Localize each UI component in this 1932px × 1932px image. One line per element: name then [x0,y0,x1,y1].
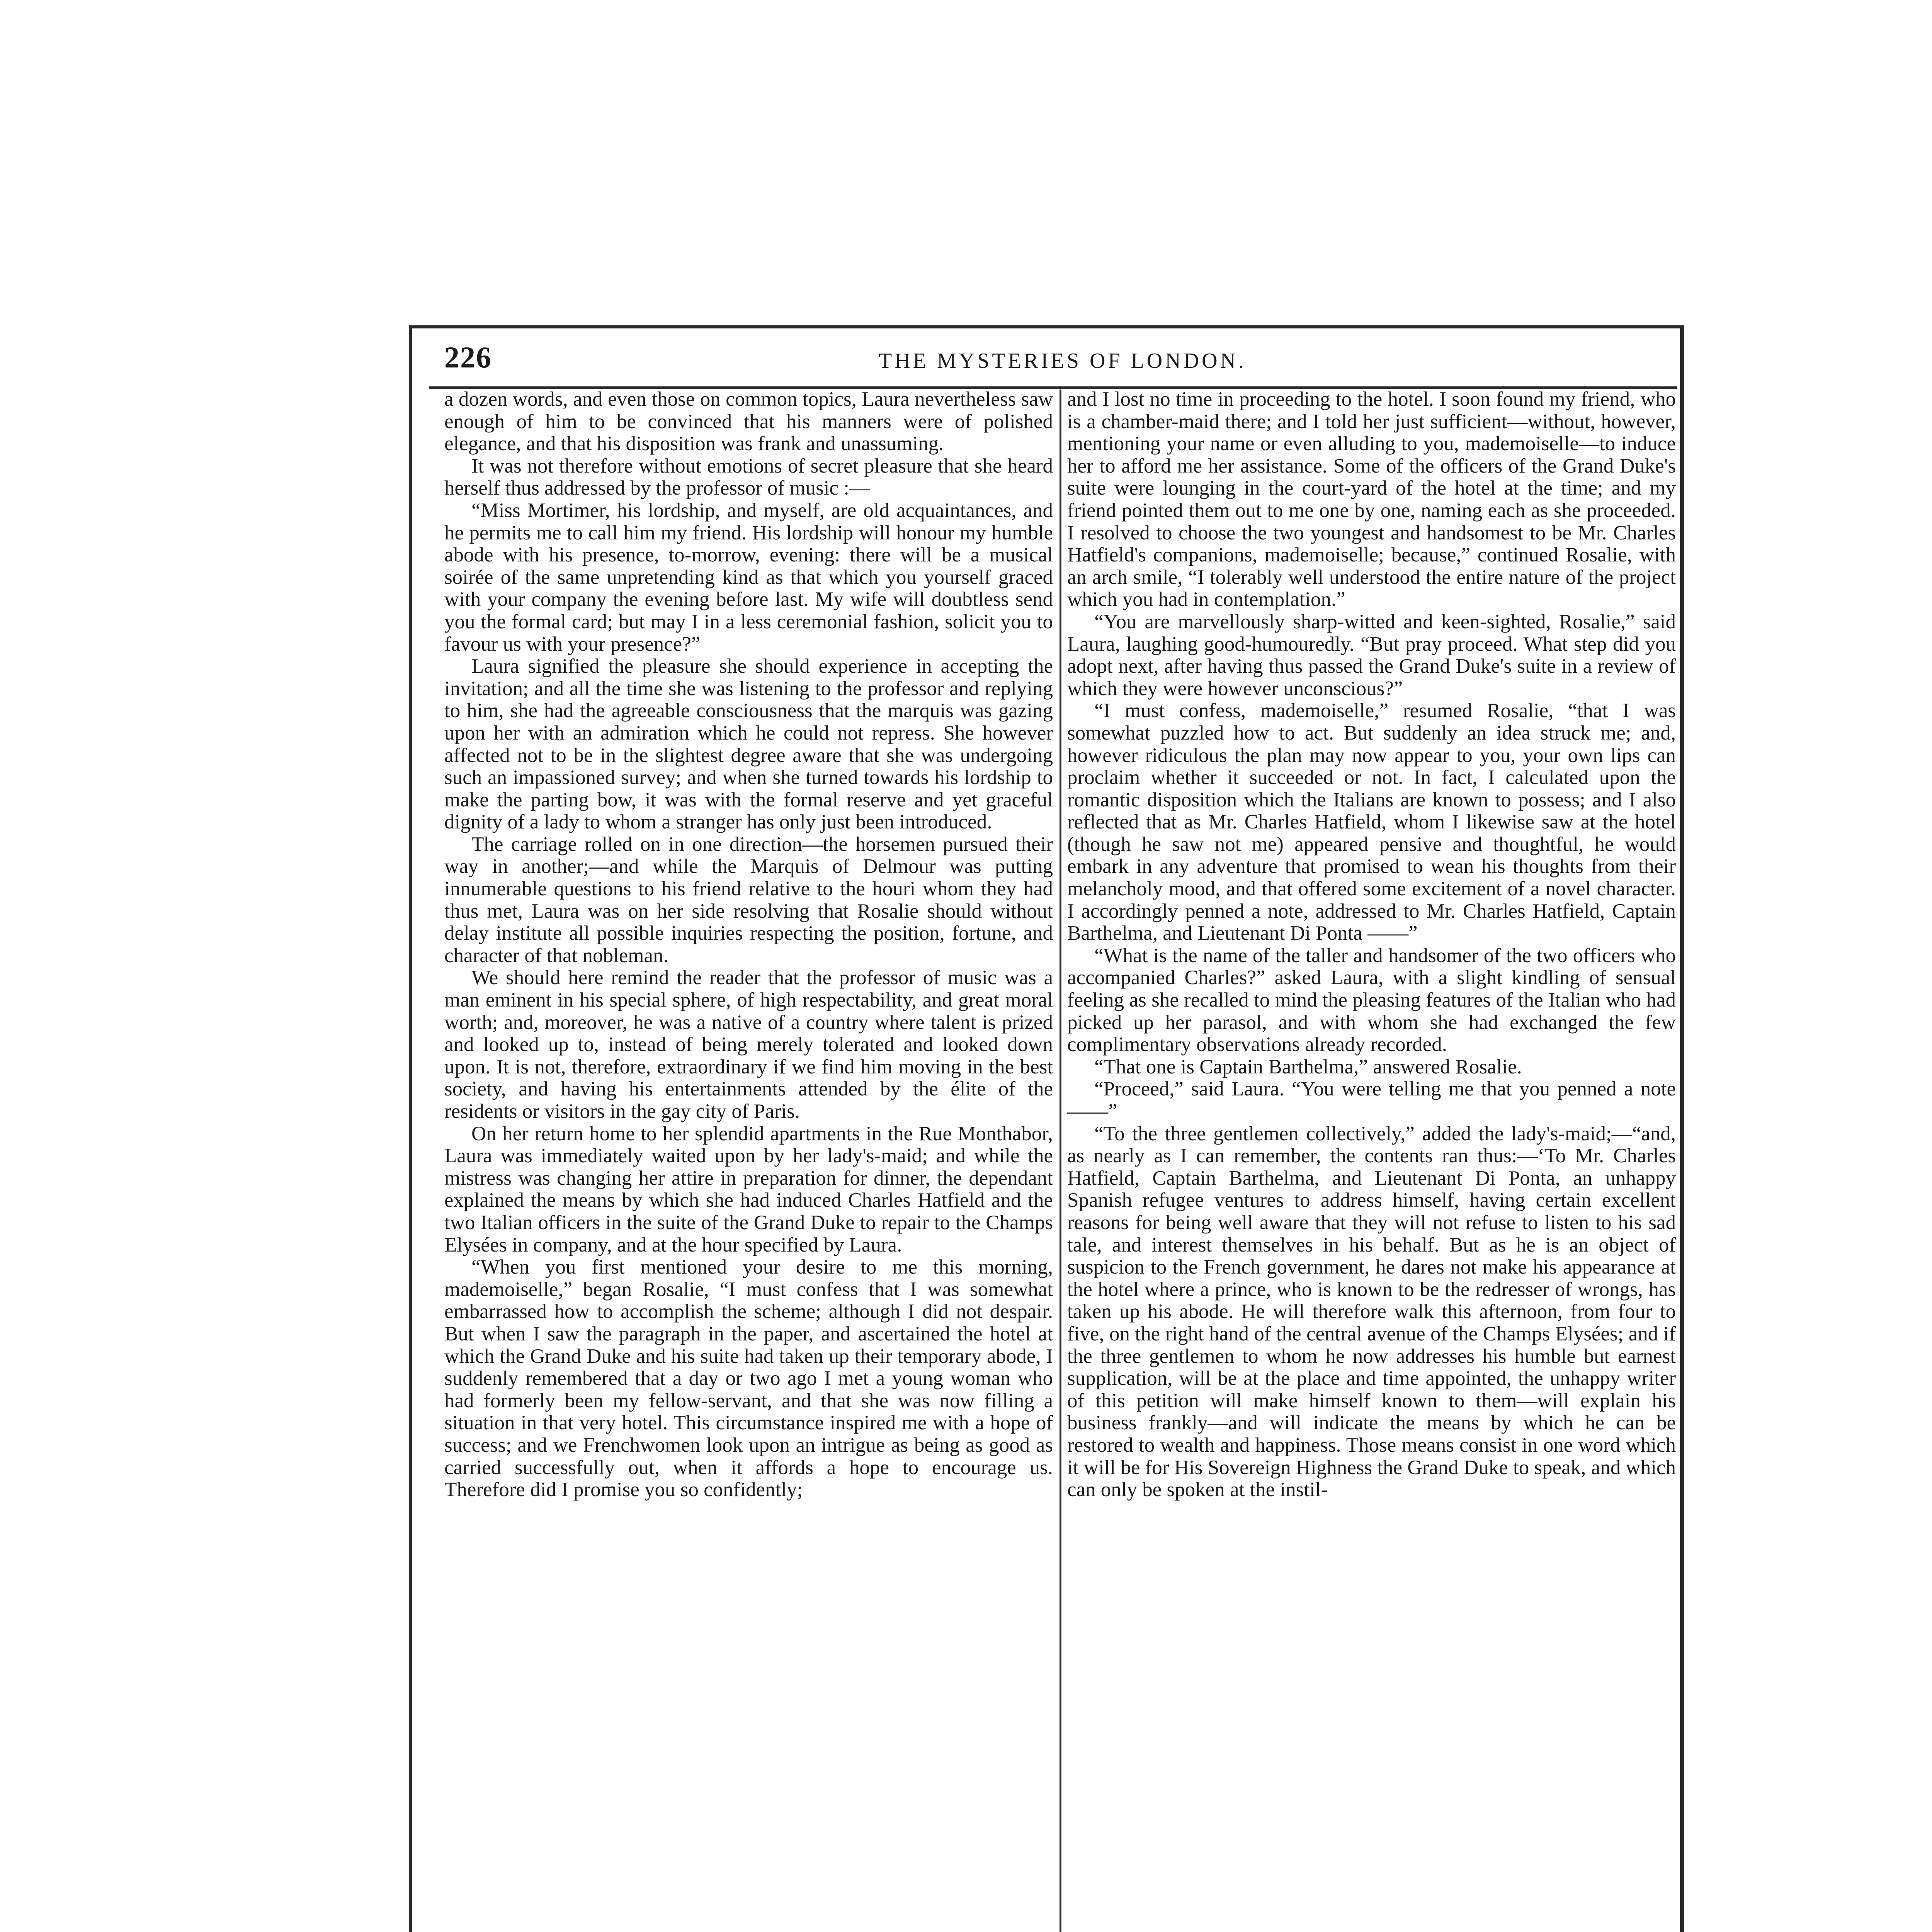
paragraph: a dozen words, and even those on common topics, Laura nevertheless saw enough of him to be convinced that his manners were of polished elegance, and that his disposition was frank and unassuming. [444,388,1053,455]
paragraph: “When you first mentioned your desire to me this morning, mademoiselle,” began Rosalie, “I must confess that I was somewhat embarrassed how to accomplish the scheme; although I did not despair. But when I saw the paragraph in the paper, and ascertained the hotel at which the Grand Duke and his suite had taken up their temporary abode, I suddenly remembered that a day or two ago I met a young woman who had formerly been my fellow-servant, and that she was now filling a situation in that very hotel. This circumstance inspired me with a hope of success; and we Frenchwomen look upon an intrigue as being as good as carried successfully out, when it affords a hope to encourage us. Therefore did I promise you so confidently; [444,1256,1053,1501]
paragraph: The carriage rolled on in one direction—the horsemen pursued their way in another;—and while the Marquis of Delmour was putting innumerable questions to his friend relative to the houri whom they had thus met, Laura was on her side resolving that Rosalie should without delay institute all possible inquiries respecting the position, fortune, and character of that nobleman. [444,833,1053,967]
paragraph: “I must confess, mademoiselle,” resumed Rosalie, “that I was somewhat puzzled how to act. But suddenly an idea struck me; and, however ridiculous the plan may now appear to you, your own lips can proclaim whether it succeeded or not. In fact, I calculated upon the romantic disposition which the Italians are known to possess; and I also reflected that as Mr. Charles Hatfield, whom I likewise saw at the hotel (though he saw not me) appeared pensive and thoughtful, he would embark in any adventure that promised to wean his thoughts from their melancholy mood, and that offered some excitement of a novel character. I accordingly penned a note, addressed to Mr. Charles Hatfield, Captain Barthelma, and Lieutenant Di Ponta ——” [1067,699,1676,945]
running-title: THE MYSTERIES OF LONDON. [879,349,1247,373]
right-column [1067,388,1676,1932]
paragraph: We should here remind the reader that the professor of music was a man eminent in his special sphere, of high respectability, and great moral worth; and, moreover, he was a native of a country where talent is prized and looked up to, instead of being merely tolerated and looked down upon. It is not, therefore, extraordinary if we find him moving in the best society, and having his entertainments attended by the élite of the residents or visitors in the gay city of Paris. [444,966,1053,1122]
paragraph: “To the three gentlemen collectively,” added the lady's-maid;—“and, as nearly as I can remember, the contents ran thus:—‘To Mr. Charles Hatfield, Captain Barthelma, and Lieutenant Di Ponta, an unhappy Spanish refugee ventures to address himself, having certain excellent reasons for being well aware that they will not refuse to listen to his sad tale, and interest themselves in his behalf. But as he is an object of suspicion to the French government, he dares not make his appearance at the hotel where a prince, who is known to be the redresser of wrongs, has taken up his abode. He will therefore walk this afternoon, from four to five, on the right hand of the central avenue of the Champs Elysées; and if the three gentlemen to whom he now addresses his humble but earnest supplication, will be at the place and time appointed, the unhappy writer of this petition will make himself known to them—will explain his business frankly—and will indicate the means by which he can be restored to wealth and happiness. Those means consist in one word which it will be for His Sovereign Highness the Grand Duke to speak, and which can only be spoken at the instil- [1067,1122,1676,1501]
paragraph: “What is the name of the taller and handsomer of the two officers who accompanied Charles?” asked Laura, with a slight kindling of sensual feeling as she recalled to mind the pleasing features of the Italian who had picked up her parasol, and with whom she had exchanged the few complimentary observations already recorded. [1067,944,1676,1056]
left-column [444,388,1053,1932]
paragraph: “That one is Captain Barthelma,” answered Rosalie. [1094,1055,1522,1078]
column-divider [1060,389,1061,1932]
page-header [444,340,1681,383]
paragraph: “Miss Mortimer, his lordship, and myself, are old acquaintances, and he permits me to call him my friend. His lordship will honour my humble abode with his presence, to-morrow, evening: there will be a musical soirée of the same unpretending kind as that which you yourself graced with your company the evening before last. My wife will doubtless send you the formal card; but may I in a less ceremonial fashion, solicit you to favour us with your presence?” [444,499,1053,655]
paragraph: and I lost no time in proceeding to the hotel. I soon found my friend, who is a chamber-maid there; and I told her just sufficient—without, however, mentioning your name or even alluding to you, mademoiselle—to induce her to afford me her assistance. Some of the officers of the Grand Duke's suite were lounging in the court-yard of the hotel at the time; and my friend pointed them out to me one by one, naming each as she proceeded. I resolved to choose the two youngest and handsomest to be Mr. Charles Hatfield's companions, mademoiselle; because,” continued Rosalie, with an arch smile, “I tolerably well understood the entire nature of the project which you had in contemplation.” [1067,388,1676,611]
page-number: 226 [444,340,492,374]
paragraph: “You are marvellously sharp-witted and keen-sighted, Rosalie,” said Laura, laughing good-humouredly. “But pray proceed. What step did you adopt next, after having thus passed the Grand Duke's suite in a review of which they were however unconscious?” [1067,610,1676,700]
paragraph: “Proceed,” said Laura. “You were telling me that you penned a note ——” [1067,1078,1676,1122]
paragraph: It was not therefore without emotions of secret pleasure that she heard herself thus addressed by the professor of music :— [444,454,1053,500]
paragraph: Laura signified the pleasure she should experience in accepting the invitation; and all the time she was listening to the professor and replying to him, she had the agreeable consciousness that the marquis was gazing upon her with an admiration which he could not repress. She however affected not to be in the slightest degree aware that she was undergoing such an impassioned survey; and when she turned towards his lordship to make the parting bow, it was with the formal reserve and yet graceful dignity of a lady to whom a stranger has only just been introduced. [444,655,1053,833]
paragraph: On her return home to her splendid apartments in the Rue Monthabor, Laura was immediately waited upon by her lady's-maid; and while the mistress was changing her attire in preparation for dinner, the dependant explained the means by which she had induced Charles Hatfield and the two Italian officers in the suite of the Grand Duke to repair to the Champs Elysées in company, and at the hour specified by Laura. [444,1122,1053,1256]
